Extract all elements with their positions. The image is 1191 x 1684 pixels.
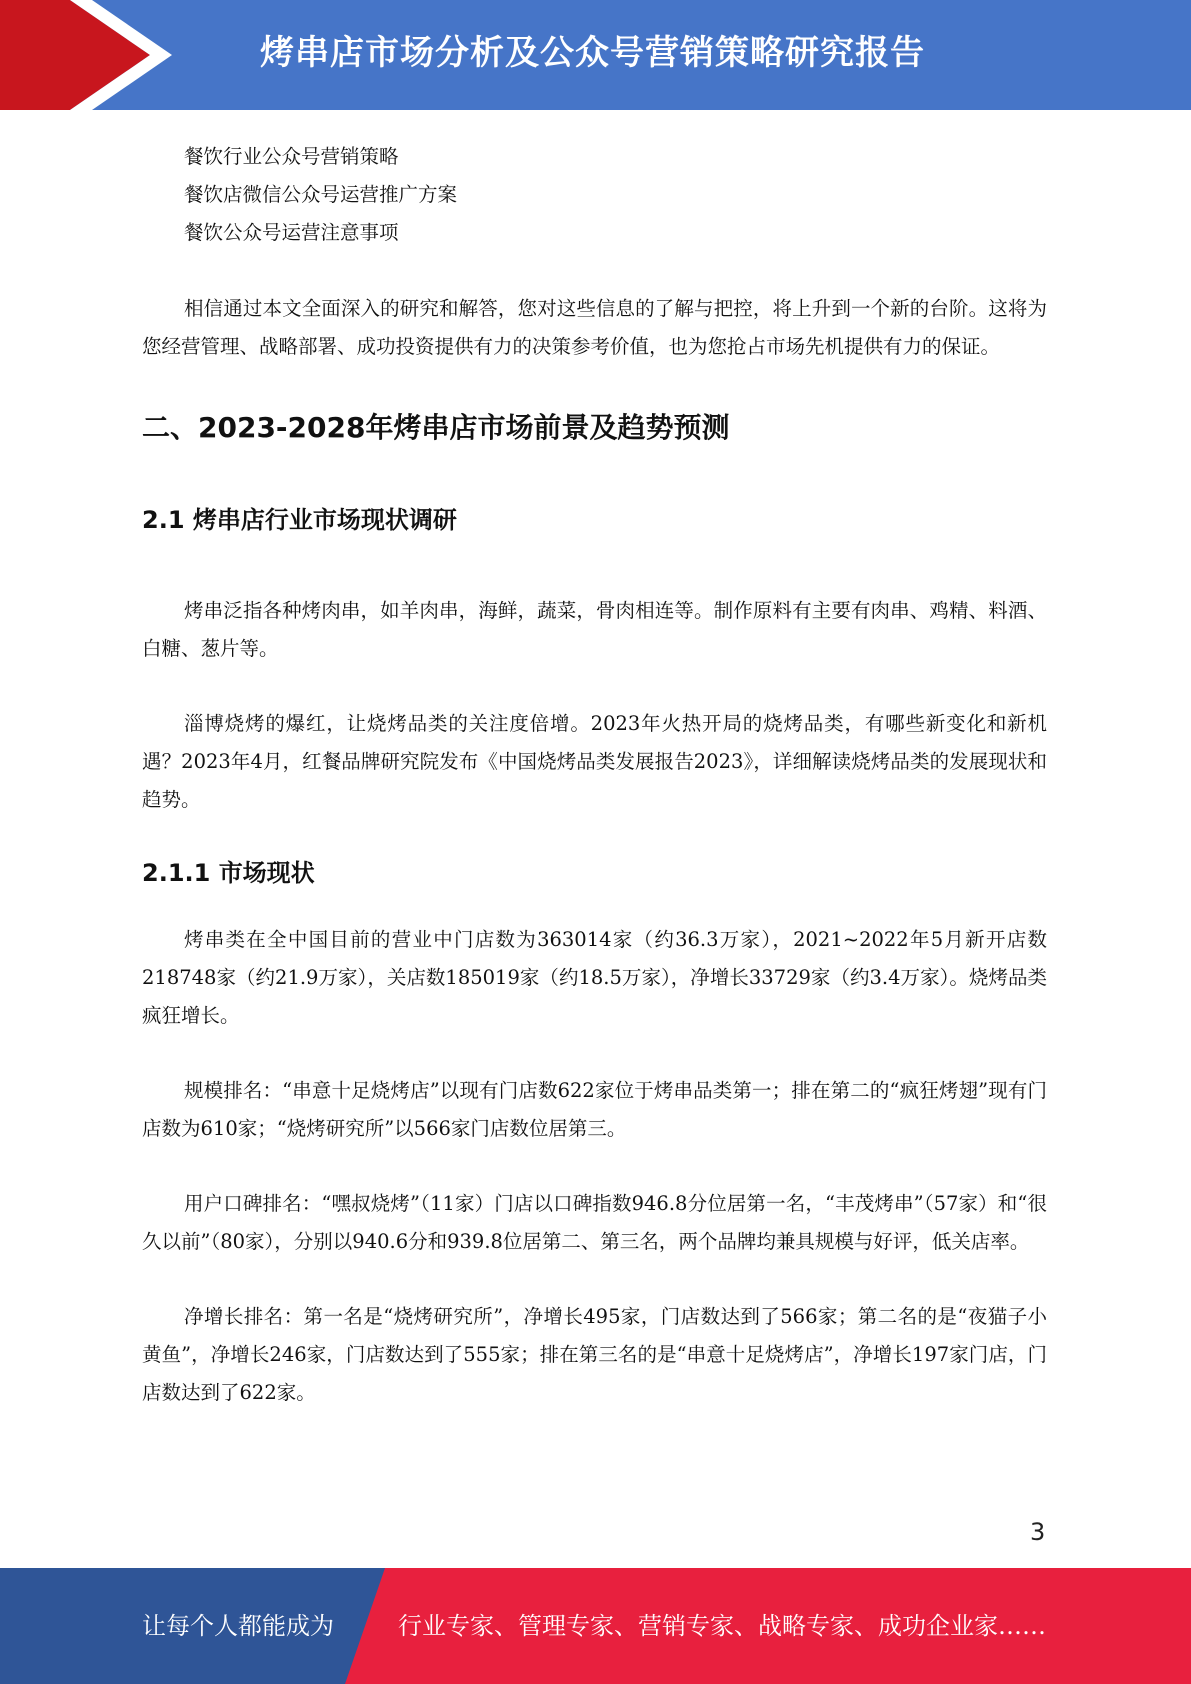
subsubsection-heading: 2.1.1 市场现状 [142,859,315,887]
growth-ranking-paragraph: 净增长排名：第一名是“烧烤研究所”，净增长495家，门店数达到了566家；第二名的是“夜猫子小黄鱼”，净增长246家，门店数达到了555家；排在第三名的是“串意十足烧烤店”，净增长197家门店，门店数达到了622家。 [142,1305,1047,1404]
page-number: 3 [1030,1518,1046,1546]
section-heading: 二、2023-2028年烤串店市场前景及趋势预测 [142,411,730,444]
red-arrow-shape [0,0,150,110]
intro-paragraph: 相信通过本文全面深入的研究和解答，您对这些信息的了解与把控，将上升到一个新的台阶。这将为您经营管理、战略部署、成功投资提供有力的决策参考价值，也为您抢占市场先机提供有力的保证。 [142,297,1047,358]
footer-slogan-right: 行业专家、管理专家、营销专家、战略专家、成功企业家…… [398,1612,1046,1640]
toc-item: 餐饮行业公众号营销策略 [184,145,399,168]
page-footer [0,1568,1191,1684]
subsection-heading: 2.1 烤串店行业市场现状调研 [142,506,457,534]
toc-item: 餐饮店微信公众号运营推广方案 [184,183,458,206]
reputation-ranking-paragraph: 用户口碑排名：“嘿叔烧烤”（11家）门店以口碑指数946.8分位居第一名，“丰茂烤串”（57家）和“很久以前”（80家），分别以940.6分和939.8位居第二、第三名，两个品牌均兼具规模与好评，低关店率。 [142,1192,1047,1253]
toc-item: 餐饮公众号运营注意事项 [184,221,399,244]
page-header [0,0,1191,110]
scale-ranking-paragraph: 规模排名：“串意十足烧烤店”以现有门店数622家位于烤串品类第一；排在第二的“疯狂烤翅”现有门店数为610家；“烧烤研究所”以566家门店数位居第三。 [142,1079,1047,1140]
definition-paragraph: 烤串泛指各种烤肉串，如羊肉串，海鲜，蔬菜，骨肉相连等。制作原料有主要有肉串、鸡精、料酒、白糖、葱片等。 [142,599,1047,660]
stores-paragraph: 烤串类在全中国目前的营业中门店数为363014家（约36.3万家），2021~2022年5月新开店数218748家（约21.9万家），关店数185019家（约18.5万家），净增长33729家（约3.4万家）。烧烤品类疯狂增长。 [142,928,1047,1027]
page-body [142,138,1047,1412]
footer-slogan-left: 让每个人都能成为 [142,1612,334,1640]
report-title: 烤串店市场分析及公众号营销策略研究报告 [260,33,925,73]
toc-list [142,138,1047,252]
zibo-paragraph: 淄博烧烤的爆红，让烧烤品类的关注度倍增。2023年火热开局的烧烤品类，有哪些新变化和新机遇？2023年4月，红餐品牌研究院发布《中国烧烤品类发展报告2023》，详细解读烧烤品类的发展现状和趋势。 [142,712,1047,811]
